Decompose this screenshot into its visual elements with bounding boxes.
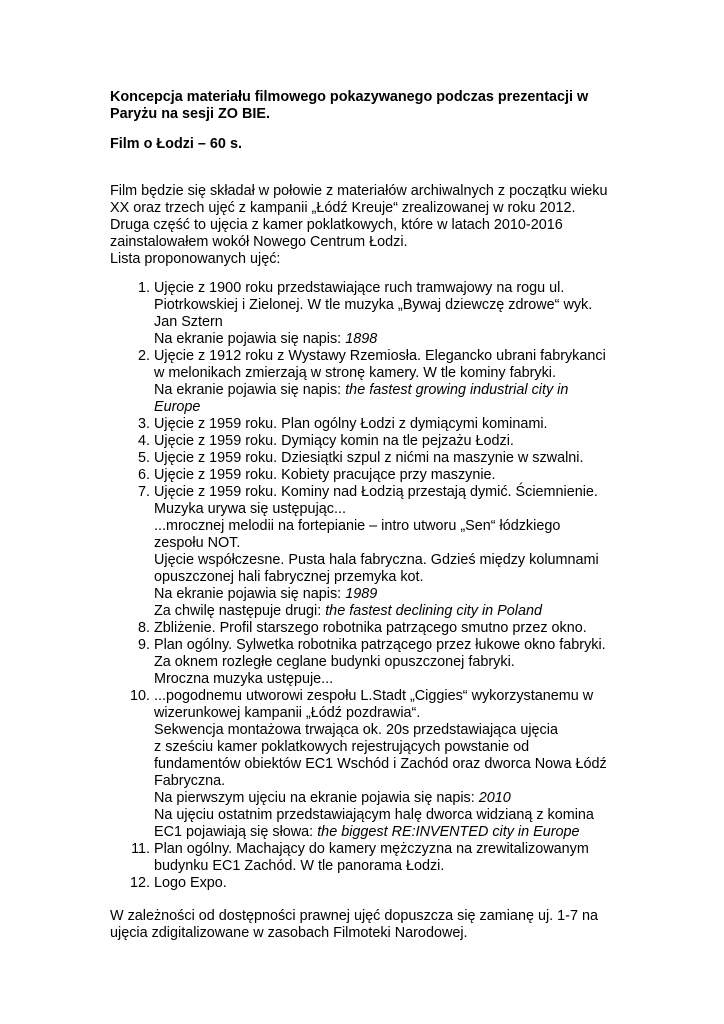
list-item-line	[154, 688, 630, 705]
list-item	[110, 484, 630, 620]
list-item-text: Ujęcie współczesne. Pusta hala fabryczna. Gdzieś między kolumnami	[154, 552, 599, 568]
list-item-line	[154, 433, 630, 450]
list-item-number: 5.	[137, 450, 150, 466]
list-item-text: Ujęcie z 1912 roku z Wystawy Rzemiosła. Elegancko ubrani fabrykanci	[154, 348, 606, 364]
list-item-text: Logo Expo.	[154, 875, 227, 891]
list-item-text: Ujęcie z 1959 roku. Kobiety pracujące przy maszynie.	[154, 467, 496, 483]
list-item-line	[154, 705, 630, 722]
list-item	[110, 433, 630, 450]
list-item-line	[154, 637, 630, 654]
intro-line: XX oraz trzech ujęć z kampanii „Łódź Kreuje“ zrealizowanej w roku 2012.	[110, 200, 576, 216]
list-item-line	[154, 790, 630, 807]
document-page	[110, 89, 630, 942]
list-item-number: 12.	[129, 875, 150, 891]
list-item-line	[154, 620, 630, 637]
list-item-text: Fabryczna.	[154, 773, 226, 789]
list-item-text: budynku EC1 Zachód. W tle panorama Łodzi.	[154, 858, 445, 874]
list-item-text: wizerunkowej kampanii „Łódź pozdrawia“.	[154, 705, 421, 721]
list-item-text: Za oknem rozległe ceglane budynki opuszczonej fabryki.	[154, 654, 515, 670]
list-item-number: 11.	[131, 841, 150, 857]
list-item	[110, 450, 630, 467]
list-item-text: Ujęcie z 1900 roku przedstawiające ruch tramwajowy na rogu ul.	[154, 280, 565, 296]
list-item-line	[154, 484, 630, 501]
list-item-line	[154, 518, 630, 535]
intro-line: Film będzie się składał w połowie z materiałów archiwalnych z początku wieku	[110, 183, 608, 199]
list-item-line	[154, 654, 630, 671]
list-item-line	[154, 450, 630, 467]
list-item-number: 4.	[137, 433, 150, 449]
list-item-number: 7.	[137, 484, 150, 500]
list-item-text: Na ekranie pojawia się napis:	[154, 382, 346, 398]
list-item-text: zespołu NOT.	[154, 535, 241, 551]
list-item-text: Sekwencja montażowa trwająca ok. 20s przedstawiająca ujęcia	[154, 722, 558, 738]
list-item-line	[154, 841, 630, 858]
list-item-text: Zbliżenie. Profil starszego robotnika patrzącego smutno przez okno.	[154, 620, 587, 636]
list-item	[110, 280, 630, 348]
title-line: Paryżu na sesji ZO BIE.	[110, 106, 270, 122]
list-item-line	[154, 467, 630, 484]
list-item	[110, 841, 630, 875]
list-item-line	[154, 756, 630, 773]
list-item-line	[154, 824, 630, 841]
list-item-text: Ujęcie z 1959 roku. Kominy nad Łodzią przestają dymić. Ściemnienie.	[154, 484, 598, 500]
list-item-number: 10.	[129, 688, 150, 704]
list-item-text: Piotrkowskiej i Zielonej. W tle muzyka „Bywaj dziewczę zdrowe“ wyk.	[154, 297, 593, 313]
list-item	[110, 620, 630, 637]
list-item-line	[154, 807, 630, 824]
list-item-text: Za chwilę następuje drugi:	[154, 603, 326, 619]
list-item-text: z sześciu kamer poklatkowych rejestrujących powstanie od	[154, 739, 530, 755]
list-item-text: w melonikach zmierzają w stronę kamery. W tle kominy fabryki.	[154, 365, 556, 381]
list-item	[110, 875, 630, 892]
list-item	[110, 416, 630, 433]
list-item-number: 8.	[137, 620, 150, 636]
list-item-line	[154, 416, 630, 433]
list-item-line	[154, 331, 630, 348]
list-item-text: EC1 pojawiają się słowa:	[154, 824, 318, 840]
list-item	[110, 688, 630, 841]
list-item-line	[154, 535, 630, 552]
footer-paragraph	[110, 908, 630, 942]
list-item-number: 3.	[137, 416, 150, 432]
list-item-line	[154, 280, 630, 297]
document-title	[110, 89, 630, 123]
list-item	[110, 348, 630, 416]
on-screen-caption: Europe	[154, 399, 201, 415]
on-screen-caption: the biggest RE:INVENTED city in Europe	[317, 824, 580, 840]
list-item-text: Muzyka urywa się ustępując...	[154, 501, 346, 517]
list-item	[110, 467, 630, 484]
list-item-line	[154, 552, 630, 569]
list-item-text: ...mrocznej melodii na fortepianie – intro utworu „Sen“ łódzkiego	[154, 518, 561, 534]
on-screen-caption: the fastest declining city in Poland	[325, 603, 542, 619]
list-item-text: Plan ogólny. Machający do kamery mężczyzna na zrewitalizowanym	[154, 841, 589, 857]
intro-line: Druga część to ujęcia z kamer poklatkowych, które w latach 2010-2016	[110, 217, 563, 233]
list-item-text: Na ujęciu ostatnim przedstawiającym halę dworca widzianą z komina	[154, 807, 594, 823]
list-item-text: opuszczonej hali fabrycznej przemyka kot.	[154, 569, 424, 585]
list-item-line	[154, 722, 630, 739]
list-item-number: 6.	[137, 467, 150, 483]
on-screen-caption: 2010	[478, 790, 511, 806]
list-item-line	[154, 569, 630, 586]
document-subtitle: Film o Łodzi – 60 s.	[110, 136, 242, 152]
shot-list	[110, 280, 630, 892]
intro-line: zainstalowałem wokół Nowego Centrum Łodzi.	[110, 234, 408, 250]
list-item-text: ...pogodnemu utworowi zespołu L.Stadt „Ciggies“ wykorzystanemu w	[154, 688, 594, 704]
list-item-line	[154, 297, 630, 314]
title-line: Koncepcja materiału filmowego pokazywanego podczas prezentacji w	[110, 89, 589, 105]
list-item-line	[154, 501, 630, 518]
list-item-line	[154, 858, 630, 875]
footer-line: ujęcia zdigitalizowane w zasobach Filmoteki Narodowej.	[110, 925, 468, 941]
list-item-number: 9.	[137, 637, 150, 653]
list-item-line	[154, 875, 630, 892]
list-item-line	[154, 399, 630, 416]
list-item-text: Ujęcie z 1959 roku. Dziesiątki szpul z nićmi na maszynie w szwalni.	[154, 450, 584, 466]
list-item-text: fundamentów obiektów EC1 Wschód i Zachód oraz dworca Nowa Łódź	[154, 756, 607, 772]
list-item-number: 1.	[137, 280, 150, 296]
on-screen-caption: 1989	[345, 586, 378, 602]
list-item-text: Ujęcie z 1959 roku. Plan ogólny Łodzi z dymiącymi kominami.	[154, 416, 548, 432]
list-item-text: Plan ogólny. Sylwetka robotnika patrzącego przez łukowe okno fabryki.	[154, 637, 606, 653]
list-item-line	[154, 671, 630, 688]
list-item-line	[154, 365, 630, 382]
list-item-line	[154, 773, 630, 790]
footer-line: W zależności od dostępności prawnej ujęć dopuszcza się zamianę uj. 1-7 na	[110, 908, 598, 924]
list-item-text: Jan Sztern	[154, 314, 223, 330]
intro-line: Lista proponowanych ujęć:	[110, 251, 281, 267]
on-screen-caption: the fastest growing industrial city in	[345, 382, 569, 398]
list-item-line	[154, 603, 630, 620]
list-item-line	[154, 739, 630, 756]
list-item-text: Na pierwszym ujęciu na ekranie pojawia się napis:	[154, 790, 479, 806]
intro-paragraph	[110, 183, 630, 268]
list-item-line	[154, 314, 630, 331]
list-item-number: 2.	[137, 348, 150, 364]
list-item-text: Na ekranie pojawia się napis:	[154, 331, 346, 347]
list-item-line	[154, 382, 630, 399]
list-item-text: Na ekranie pojawia się napis:	[154, 586, 346, 602]
list-item-line	[154, 586, 630, 603]
on-screen-caption: 1898	[345, 331, 378, 347]
list-item-text: Mroczna muzyka ustępuje...	[154, 671, 334, 687]
list-item-line	[154, 348, 630, 365]
list-item-text: Ujęcie z 1959 roku. Dymiący komin na tle pejzażu Łodzi.	[154, 433, 514, 449]
list-item	[110, 637, 630, 688]
